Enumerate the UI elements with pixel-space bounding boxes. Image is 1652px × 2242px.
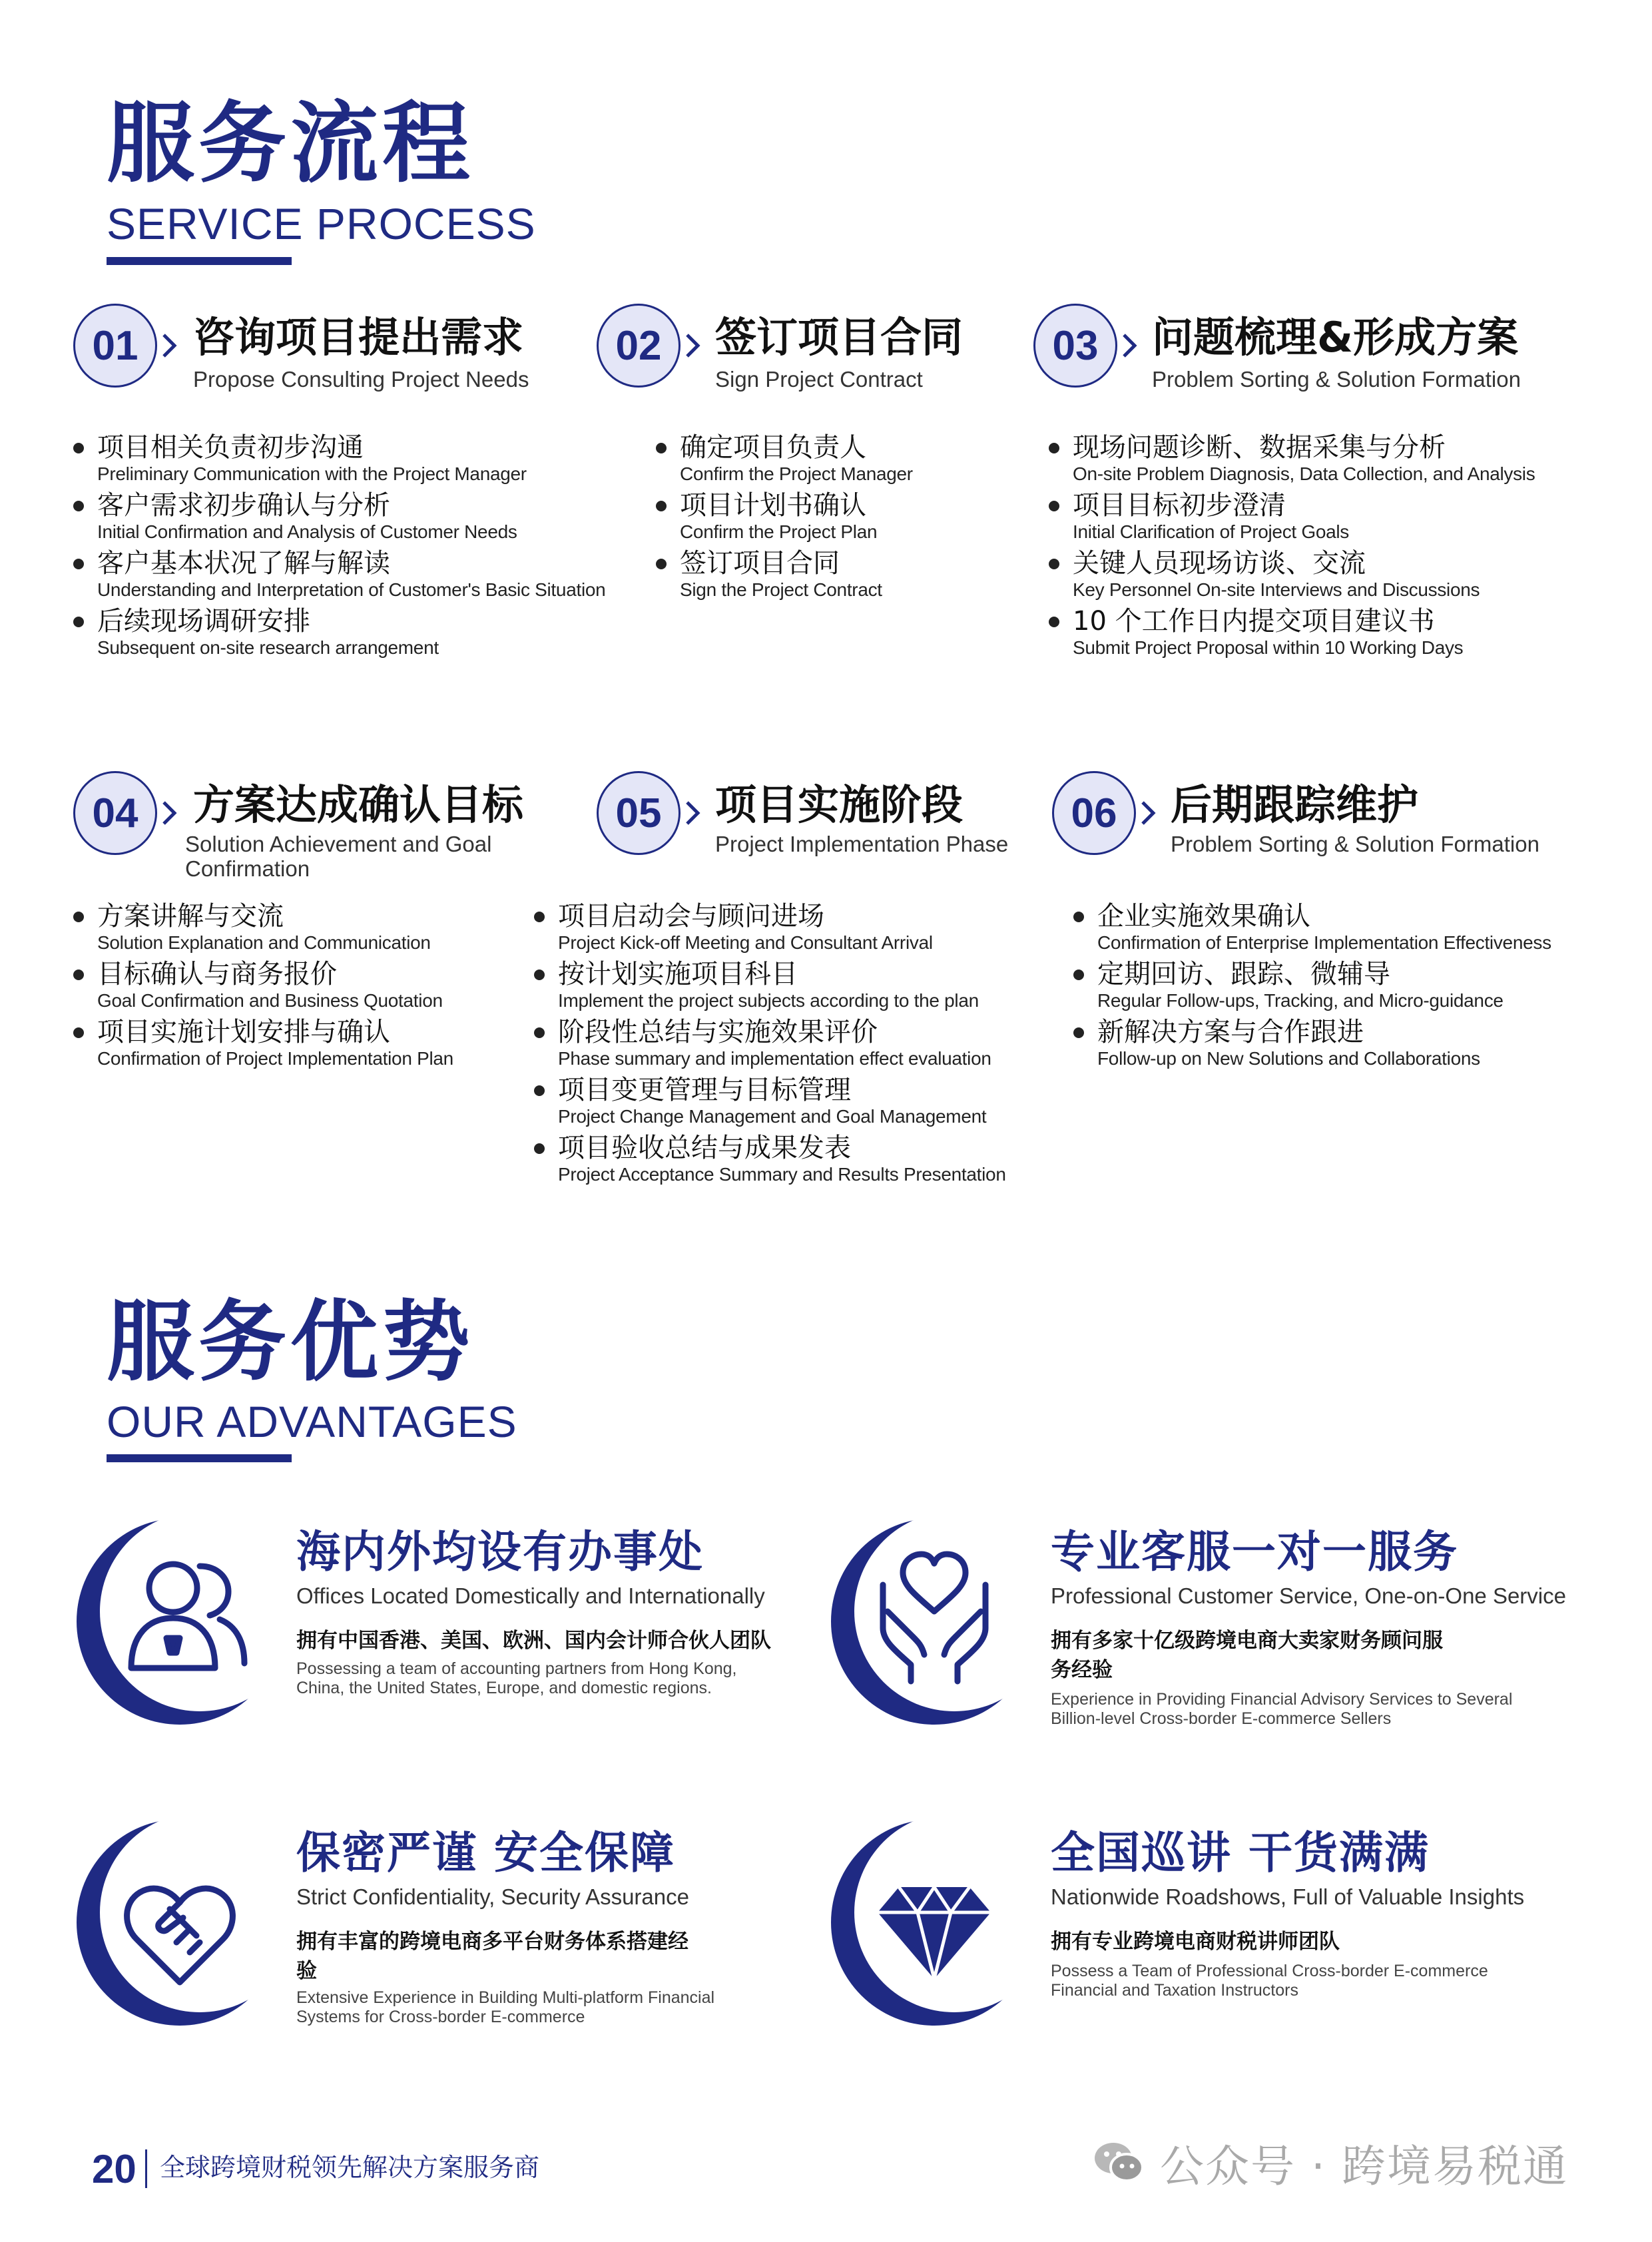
- bullet-icon: [73, 501, 84, 511]
- bullet-icon: [1049, 559, 1059, 569]
- list-item: [1073, 1016, 1551, 1074]
- list-item: [1073, 958, 1551, 1016]
- item-en: Confirmation of Project Implementation Plan: [97, 1048, 453, 1069]
- list-item: [656, 547, 913, 605]
- list-item: [73, 958, 453, 1016]
- page-number: 20: [92, 2147, 137, 2191]
- step-badge: [73, 771, 157, 855]
- step-title: 问题梳理&形成方案: [1152, 313, 1519, 362]
- advantage-highlight: 拥有多家十亿级跨境电商大卖家财务顾问服务经验: [1051, 1629, 1443, 1682]
- step-subtitle-line2: Confirmation: [185, 856, 310, 881]
- watermark: [1092, 2131, 1568, 2194]
- list-item: [534, 1016, 1006, 1074]
- bullet-icon: [656, 559, 667, 569]
- list-item: [1049, 489, 1535, 547]
- step-number: 01: [92, 322, 138, 369]
- item-cn: 确定项目负责人: [680, 432, 866, 463]
- bullet-icon: [656, 443, 667, 453]
- bullet-icon: [1073, 1027, 1084, 1038]
- advantage-highlight: 拥有丰富的跨境电商多平台财务体系搭建经验: [296, 1930, 688, 1983]
- list-item: [534, 1074, 1006, 1132]
- step-subtitle: Problem Sorting & Solution Formation: [1152, 367, 1521, 392]
- item-en: Solution Explanation and Communication: [97, 932, 431, 953]
- chevron-right-icon: [160, 332, 180, 359]
- list-item: [73, 900, 453, 958]
- item-en: Preliminary Communication with the Project Manager: [97, 463, 527, 484]
- step-number: 06: [1071, 790, 1117, 836]
- list-item: [73, 1016, 453, 1074]
- step-subtitle: [185, 832, 491, 882]
- step-number: 05: [615, 790, 662, 836]
- advantage-description: Extensive Experience in Building Multi-platform Financial Systems for Cross-border E-commerce: [296, 1988, 715, 2026]
- step-badge: [597, 771, 681, 855]
- step-05-list: [534, 900, 1006, 1190]
- item-cn: 项目目标初步澄清: [1073, 490, 1286, 521]
- advantage-description: Possessing a team of accounting partners from Hong Kong, China, the United States, Europe, and domestic regions.: [296, 1659, 737, 1697]
- advantage-title: 海内外均设有办事处: [296, 1526, 704, 1577]
- bullet-icon: [656, 501, 667, 511]
- step-title: 签订项目合同: [715, 313, 964, 362]
- list-item: [73, 489, 605, 547]
- advantage-subtitle: Nationwide Roadshows, Full of Valuable Insights: [1051, 1884, 1525, 1909]
- advantage-highlight: 拥有专业跨境电商财税讲师团队: [1051, 1930, 1340, 1954]
- item-cn: 现场问题诊断、数据采集与分析: [1073, 432, 1446, 463]
- item-en: Confirm the Project Manager: [680, 463, 913, 484]
- step-title: 咨询项目提出需求: [193, 313, 524, 362]
- bullet-icon: [73, 970, 84, 980]
- watermark-text: 公众号 · 跨境易税通: [1160, 2141, 1568, 2192]
- advantage-title: 保密严谨 安全保障: [296, 1827, 675, 1878]
- item-cn: 项目计划书确认: [680, 490, 866, 521]
- list-item: [73, 431, 605, 489]
- item-cn: 项目实施计划安排与确认: [97, 1017, 390, 1047]
- list-item: [656, 431, 913, 489]
- step-badge: [597, 304, 681, 388]
- item-cn: 企业实施效果确认: [1097, 901, 1310, 932]
- step-badge: [73, 304, 157, 388]
- bullet-icon: [1049, 443, 1059, 453]
- bullet-icon: [1049, 501, 1059, 511]
- advantage-title: 全国巡讲 干货满满: [1051, 1827, 1430, 1878]
- list-item: [656, 489, 913, 547]
- bullet-icon: [534, 970, 545, 980]
- item-cn: 项目相关负责初步沟通: [97, 432, 364, 463]
- chevron-right-icon: [160, 800, 180, 826]
- item-cn: 项目验收总结与成果发表: [558, 1133, 851, 1163]
- item-en: Goal Confirmation and Business Quotation: [97, 990, 443, 1011]
- list-item: [73, 547, 605, 605]
- list-item: [1073, 900, 1551, 958]
- step-badge: [1052, 771, 1136, 855]
- process-title: 服务流程: [107, 93, 474, 195]
- step-02-list: [656, 431, 913, 605]
- bullet-icon: [73, 443, 84, 453]
- advantages-underline: [107, 1454, 292, 1462]
- step-number: 04: [92, 790, 138, 836]
- list-item: [534, 900, 1006, 958]
- process-underline: [107, 257, 292, 265]
- step-subtitle: Project Implementation Phase: [715, 832, 1009, 856]
- list-item: [534, 958, 1006, 1016]
- step-number: 02: [615, 322, 662, 369]
- item-en: Confirm the Project Plan: [680, 521, 878, 542]
- bullet-icon: [534, 1027, 545, 1038]
- footer-text: 全球跨境财税领先解决方案服务商: [160, 2153, 540, 2182]
- bullet-icon: [73, 1027, 84, 1038]
- bullet-icon: [73, 912, 84, 922]
- footer-divider: [145, 2149, 147, 2188]
- item-en: Regular Follow-ups, Tracking, and Micro-guidance: [1097, 990, 1504, 1011]
- advantage-highlight: 拥有中国香港、美国、欧洲、国内会计师合伙人团队: [296, 1629, 771, 1653]
- bullet-icon: [73, 617, 84, 627]
- step-subtitle-line1: Solution Achievement and Goal: [185, 832, 492, 856]
- list-item: [1049, 605, 1535, 663]
- item-en: Key Personnel On-site Interviews and Discussions: [1073, 579, 1480, 600]
- bullet-icon: [1049, 617, 1059, 627]
- list-item: [1049, 431, 1535, 489]
- item-cn: 阶段性总结与实施效果评价: [558, 1017, 878, 1047]
- bullet-icon: [73, 559, 84, 569]
- list-item: [1049, 547, 1535, 605]
- chevron-right-icon: [683, 800, 703, 826]
- item-en: Initial Clarification of Project Goals: [1073, 521, 1349, 542]
- item-cn: 新解决方案与合作跟进: [1097, 1017, 1364, 1047]
- list-item: [534, 1132, 1006, 1190]
- item-en: Subsequent on-site research arrangement: [97, 637, 439, 658]
- step-06-list: [1073, 900, 1551, 1074]
- item-en: Project Kick-off Meeting and Consultant Arrival: [558, 932, 933, 953]
- item-en: Project Change Management and Goal Management: [558, 1106, 987, 1127]
- step-title: 项目实施阶段: [715, 780, 964, 829]
- bullet-icon: [534, 1085, 545, 1096]
- item-en: On-site Problem Diagnosis, Data Collection, and Analysis: [1073, 463, 1535, 484]
- item-en: Project Acceptance Summary and Results Presentation: [558, 1164, 1006, 1185]
- step-subtitle: Sign Project Contract: [715, 367, 923, 392]
- step-01-list: [73, 431, 605, 663]
- step-title: 方案达成确认目标: [193, 780, 524, 829]
- item-cn: 项目启动会与顾问进场: [558, 901, 824, 932]
- advantage-description: Experience in Providing Financial Advisory Services to Several Billion-level Cross-border E-commerce Sellers: [1051, 1690, 1513, 1728]
- step-03-list: [1049, 431, 1535, 663]
- item-cn: 按计划实施项目科目: [558, 959, 798, 989]
- item-cn: 后续现场调研安排: [97, 606, 310, 637]
- item-cn: 客户需求初步确认与分析: [97, 490, 390, 521]
- item-en: Sign the Project Contract: [680, 579, 882, 600]
- item-en: Understanding and Interpretation of Customer's Basic Situation: [97, 579, 606, 600]
- chevron-right-icon: [683, 332, 703, 359]
- item-cn: 方案讲解与交流: [97, 901, 284, 932]
- advantage-description: Possess a Team of Professional Cross-border E-commerce Financial and Taxation Instructors: [1051, 1962, 1488, 2000]
- advantage-subtitle: Strict Confidentiality, Security Assurance: [296, 1884, 689, 1909]
- wechat-icon: [1092, 2139, 1145, 2186]
- list-item: [73, 605, 605, 663]
- bullet-icon: [534, 912, 545, 922]
- step-title: 后期跟踪维护: [1171, 780, 1419, 829]
- item-cn: 客户基本状况了解与解读: [97, 548, 390, 579]
- item-cn: 签订项目合同: [680, 548, 840, 579]
- step-subtitle: Problem Sorting & Solution Formation: [1171, 832, 1539, 856]
- advantages-title: 服务优势: [107, 1291, 474, 1394]
- crescent-ring: [70, 1512, 290, 1731]
- item-cn: 目标确认与商务报价: [97, 959, 337, 989]
- crescent-ring: [70, 1813, 290, 2032]
- step-badge: [1033, 304, 1117, 388]
- item-cn: 关键人员现场访谈、交流: [1073, 548, 1366, 579]
- item-en: Implement the project subjects according to the plan: [558, 990, 979, 1011]
- item-cn: 定期回访、跟踪、微辅导: [1097, 959, 1390, 989]
- chevron-right-icon: [1139, 800, 1159, 826]
- advantages-subtitle: OUR ADVANTAGES: [107, 1397, 517, 1446]
- item-en: Confirmation of Enterprise Implementation Effectiveness: [1097, 932, 1551, 953]
- advantage-subtitle: Professional Customer Service, One-on-One Service: [1051, 1583, 1566, 1608]
- item-en: Phase summary and implementation effect evaluation: [558, 1048, 991, 1069]
- item-cn: 10 个工作日内提交项目建议书: [1073, 606, 1435, 637]
- step-number: 03: [1052, 322, 1099, 369]
- crescent-ring: [824, 1813, 1044, 2032]
- step-04-list: [73, 900, 453, 1074]
- advantage-title: 专业客服一对一服务: [1051, 1526, 1458, 1577]
- step-subtitle: Propose Consulting Project Needs: [193, 367, 529, 392]
- advantage-subtitle: Offices Located Domestically and Internationally: [296, 1583, 765, 1608]
- bullet-icon: [534, 1143, 545, 1154]
- item-en: Initial Confirmation and Analysis of Customer Needs: [97, 521, 517, 542]
- chevron-right-icon: [1120, 332, 1140, 359]
- item-cn: 项目变更管理与目标管理: [558, 1075, 851, 1105]
- item-en: Follow-up on New Solutions and Collaborations: [1097, 1048, 1480, 1069]
- item-en: Submit Project Proposal within 10 Working Days: [1073, 637, 1464, 658]
- bullet-icon: [1073, 970, 1084, 980]
- bullet-icon: [1073, 912, 1084, 922]
- crescent-ring: [824, 1512, 1044, 1731]
- process-subtitle: SERVICE PROCESS: [107, 199, 536, 248]
